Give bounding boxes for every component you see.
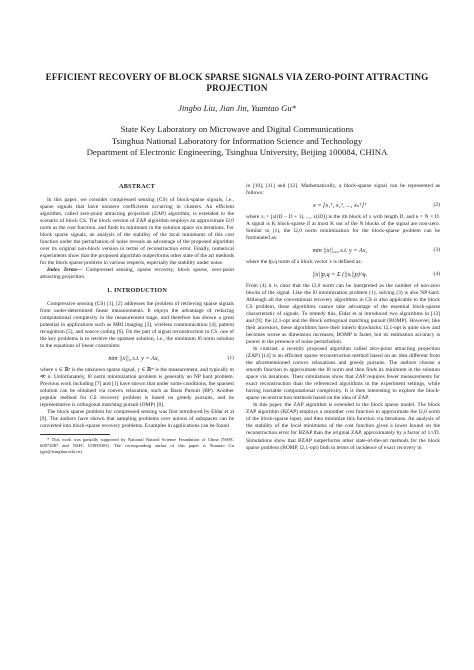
abstract-heading: ABSTRACT [118,183,156,190]
footnote: * This work was partially supported by National Natural Science Foundation of China (NSFC 60872087 and NSFC U0835003). The corresponding author of this paper is Yuantao Gu (gyt@tsinghua.edu.cn). [40,437,234,454]
title-line-2: PROJECTION [206,83,268,93]
footnote-rule [40,434,110,435]
introduction-heading: 1. INTRODUCTION [106,287,168,295]
right-paragraph-1: in [10], [11] and [12]. Mathematically, a block-sparse signal can be represented as follows: [246,183,440,197]
equation-2-body: x = [x₁ᵀ, x₂ᵀ, ..., xₙᵀ]ᵀ [313,202,367,210]
index-terms-text: Compressed sensing, sparse recovery, block sparse, zero-point attracting projection. [40,267,235,281]
intro-paragraph-1: Compressive sensing (CS) [1], [2] addresses the problem of retrieving sparse signals from under-determined linear measurements. It enjoys the advantage of reducing computational complexity in the measurement stage, and therefore has shown a great potential in applications such as MRI imaging [3], wireless communication [4], pattern recognition [5], and source coding [6]. On the part of signal reconstruction in CS, one of the key problems is to retrieve the sparsest solution, i.e., the minimum l0 norm solution to the equations of linear constraints: [40,301,234,350]
equation-3 [246,247,440,254]
right-paragraph-5: In contrast, a recently proposed algorithm called zero-point attracting projection (ZAP) [14] is an efficient sparse reconstruction method based on an idea different from the aforementioned convex relaxations and greedy pursuits. The authors choose a smooth function to approximate the l0 norm and then finds its minimum in the solution space via iterations. Their simulations show that ZAP requires fewer measurements for exact reconstruction than the referenced algorithms in the experiment settings, while having tractable computational complexity. It is then interesting to explore the block-sparse reconstruction methods based on the idea of ZAP. [246,346,440,402]
equation-3-body: min ||x||₂,₀ s.t. y = Ax, [312,247,367,255]
paper-title [40,72,434,94]
intro-paragraph-3: The block sparse problem for compressed sensing was first introduced by Eldar et al [9]. The authors have shown that sampling problems over unions of subspaces can be converted into block-sparse recovery problems. Examples in applications can be found [40,409,234,430]
index-terms [40,267,234,281]
equation-2-number: (2) [433,202,440,209]
right-paragraph-2: where xᵢ = [x(iD − D + 1), ..., x(iD)] is the ith block of x with length D, and n = N × D. A signal is K block-sparse if at most K out of the N blocks of the signal are non-zero. Similar to (1), the l2,0 norm minimization for the block-sparse problem can be formulated as: [246,214,440,242]
affiliation-line-3: Department of Electronic Engineering, Tsinghua University, Beijing 100084, CHINA [86,147,388,157]
abstract-text: In this paper, we consider compressed sensing (CS) of block-sparse signals, i.e., sparse signals that have nonzero coefficients occurring in clusters. An efficient algorithm, called zero-point attracting projection (ZAP) algorithm, is extended to the scenario of block CS. The block version of ZAP algorithm employs an approximate l2,0 norm as the cost function, and finds its minimum in the solution space via iterations. For block sparse signals, an analysis of the stability of the local minimums of this cost function under the perturbation of noise reveals an advantage of the proposed algorithm over its original non-block version in terms of reconstruction error. Finally, numerical experiments show that the proposed algorithm outperforms other state of the art methods for the block sparse problem in various respects, especially the stability under noise. [40,197,234,267]
equation-1-number: (1) [227,355,234,362]
equation-1-body: min ||x||₀ s.t. y = Ax, [108,355,160,363]
equation-2 [246,202,440,209]
affiliation-line-1: State Key Laboratory on Microwave and Digital Communications [120,124,354,134]
index-terms-label: Index Terms— [47,267,83,274]
right-column [246,183,440,452]
right-paragraph-6: In this paper, the ZAP algorithm is extended to the block sparse model. The block ZAP algorithm (BZAP) employs a smoother cost function to approximate the l2,0 norm of the block-sparse input, and then minimize this function via iterations. An analysis of the stability of the local minimums of the cost function gives a lower bound on the reconstruction error for BZAP than the original ZAP, approximately by a factor of 1/√D. Simulations show that BZAP outperforms other state-of-the-art methods for the block sparse problem (BOMP, l2,1-opt) both in terms of incidence of exact recovery in [246,402,440,451]
affiliation-block [40,124,434,159]
left-column [40,183,234,454]
title-line-1: EFFICIENT RECOVERY OF BLOCK SPARSE SIGNALS VIA ZERO-POINT ATTRACTING [45,72,429,82]
affiliation-line-2: Tsinghua National Laboratory for Information Science and Technology [111,135,363,146]
equation-4 [246,271,440,278]
right-paragraph-3: where the lp,q norm of a block vector x is defined as: [246,259,362,266]
equation-3-number: (3) [433,247,440,254]
right-paragraph-4: From (4) it is clear that the l2,0 norm can be interpreted as the number of non-zero blocks of the signal. Like the l0 minimization problem (1), solving (3) is also NP-hard. Although all the conventional recovery algorithms in CS is also applicable to the block CS problem, these algorithms cannot take advantage of the essential block-sparse characteristic of signals. To remedy this, Eldar et al introduced two algorithms in [13] and [9]: the l2,1-opt and the Block orthogonal matching pursuit (BOMP). However, like their ancestors, these algorithms have their inherit drawbacks: l2,1-opt is quite slow and becomes worse as dimension increases; BOMP is faster, but its estimation accuracy is poorer in the presence of noise perturbation. [246,283,440,346]
intro-paragraph-2: where x ∈ ℝⁿ is the unknown sparse signal, y ∈ ℝᵐ is the measurement, and typically m ≪ n. Unfortunately, l0 norm minimization problem is generally an NP hard problem. Previous work including [7] and [1] have shown that under some conditions, the sparsest solution can be obtained via convex relaxation, such as Basis Pursuit (BP). Another popular method for CS recovery problem is based on greedy pursuits, and its representative is orthogonal matching pursuit (OMP) [8]. [40,367,234,409]
equation-4-number: (4) [433,271,440,278]
equation-4-body: ||x||p,q = Σ (||xᵢ||p)^q. [312,271,368,279]
equation-1 [40,355,234,362]
author-list: Jingbo Liu, Jian Jin, Yuantao Gu* [178,103,296,113]
